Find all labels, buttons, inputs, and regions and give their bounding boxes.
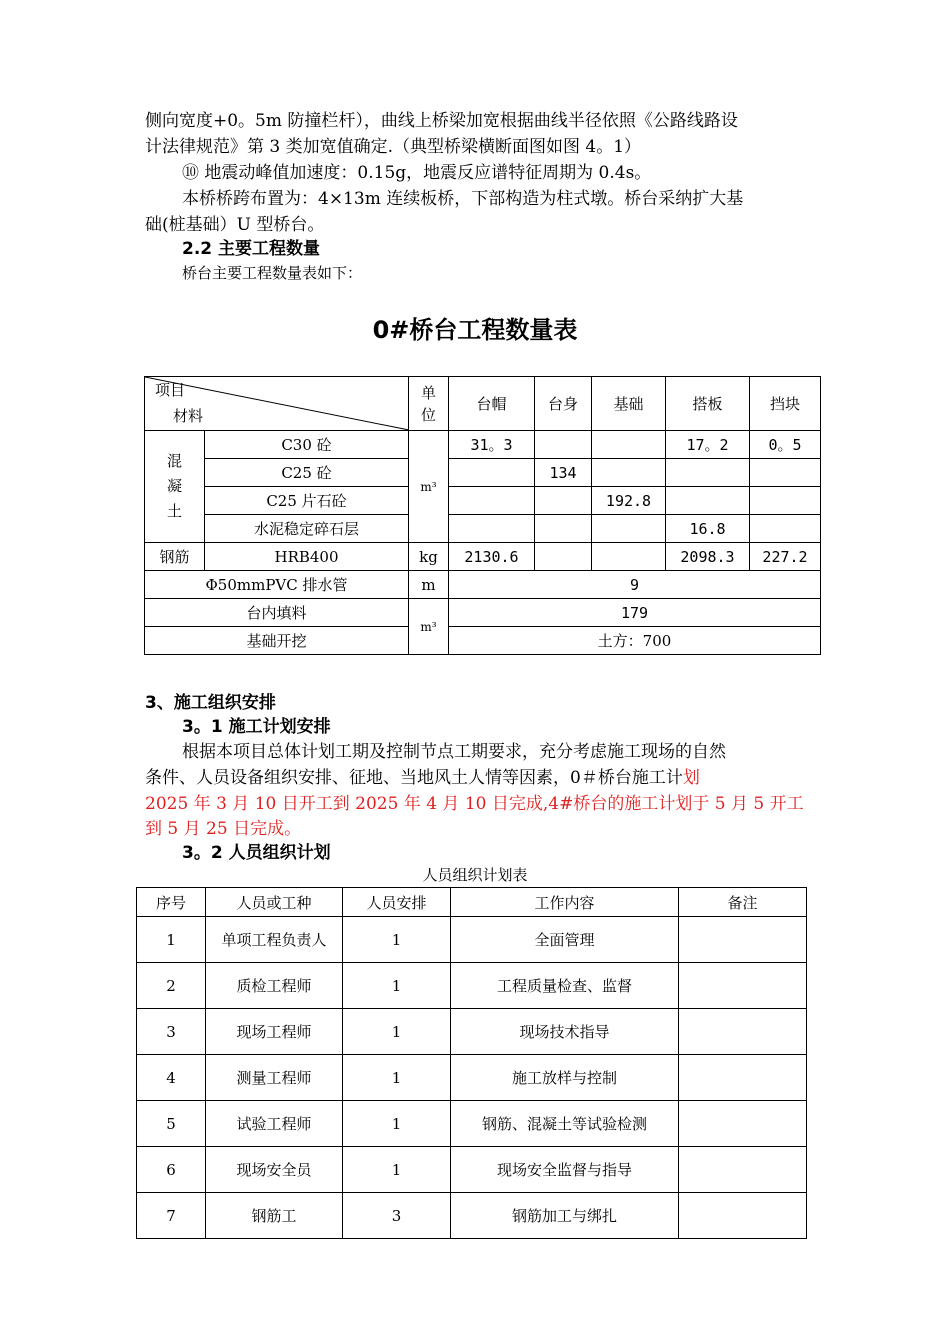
value-cell — [535, 431, 592, 459]
row-number: 6 — [137, 1147, 206, 1193]
diagonal-header-cell — [145, 377, 409, 431]
row-note — [679, 917, 807, 963]
unit-header: 单位 — [409, 377, 449, 431]
value-cell — [592, 543, 666, 571]
row-work: 现场技术指导 — [451, 1009, 679, 1055]
value-cell: 17。2 — [666, 431, 750, 459]
value-cell — [449, 459, 535, 487]
header-cell: 人员安排 — [343, 888, 451, 917]
value-cell — [592, 515, 666, 543]
group-concrete: 混凝土 — [145, 431, 205, 543]
material-name: C30 砼 — [205, 431, 409, 459]
personnel-table — [136, 887, 807, 1239]
row-number: 7 — [137, 1193, 206, 1239]
col-header: 基础 — [592, 377, 666, 431]
row-count: 1 — [343, 1147, 451, 1193]
material-name: C25 砼 — [205, 459, 409, 487]
row-number: 1 — [137, 917, 206, 963]
row-role: 质检工程师 — [206, 963, 343, 1009]
row-work: 全面管理 — [451, 917, 679, 963]
value-cell — [666, 459, 750, 487]
value-cell — [750, 487, 821, 515]
quantity-table — [144, 376, 821, 655]
para-line-2: 条件、人员设备组织安排、征地、当地风土人情等因素，0＃桥台施工计划 — [145, 768, 700, 788]
para-line-3: 2025 年 3 月 10 日开工到 2025 年 4 月 10 日完成,4#桥台的施工计划于 5 月 5 开工 — [145, 794, 804, 814]
section-heading-3-1: 3。1 施工计划安排 — [182, 717, 331, 737]
row-work: 工程质量检查、监督 — [451, 963, 679, 1009]
table-row — [137, 963, 807, 1009]
col-header: 台身 — [535, 377, 592, 431]
table-row — [137, 1009, 807, 1055]
intro-line-2: 计法律规范》第 3 类加宽值确定.（典型桥梁横断面图如图 4。1） — [145, 137, 642, 157]
value-cell: 土方：700 — [449, 627, 821, 655]
group-steel: 钢筋 — [145, 543, 205, 571]
intro-line-1: 侧向宽度+0。5m 防撞栏杆），曲线上桥梁加宽根据曲线半径依照《公路线路设 — [145, 111, 738, 131]
section-heading-3-2: 3。2 人员组织计划 — [182, 843, 331, 863]
value-cell — [592, 431, 666, 459]
header-cell: 工作内容 — [451, 888, 679, 917]
value-cell: 134 — [535, 459, 592, 487]
para-line-1: 根据本项目总体计划工期及控制节点工期要求，充分考虑施工现场的自然 — [182, 742, 726, 762]
diag-header-material: 材料 — [173, 407, 204, 425]
intro-line-4: 本桥桥跨布置为：4×13m 连续板桥，下部构造为柱式墩。桥台采纳扩大基 — [182, 189, 744, 209]
row-work: 现场安全监督与指导 — [451, 1147, 679, 1193]
col-header: 挡块 — [750, 377, 821, 431]
row-count: 1 — [343, 1101, 451, 1147]
personnel-table-caption: 人员组织计划表 — [422, 866, 528, 884]
header-cell: 人员或工种 — [206, 888, 343, 917]
row-count: 1 — [343, 917, 451, 963]
row-role: 钢筋工 — [206, 1193, 343, 1239]
row-role: 现场安全员 — [206, 1147, 343, 1193]
col-header: 台帽 — [449, 377, 535, 431]
table-row — [137, 917, 807, 963]
value-cell — [750, 459, 821, 487]
quantity-table-title: 0#桥台工程数量表 — [372, 316, 578, 344]
material-name: 台内填料 — [145, 599, 409, 627]
value-cell — [592, 459, 666, 487]
row-role: 单项工程负责人 — [206, 917, 343, 963]
row-number: 5 — [137, 1101, 206, 1147]
row-note — [679, 1193, 807, 1239]
para-red-text: 划 — [682, 768, 700, 788]
material-name: 水泥稳定碎石层 — [205, 515, 409, 543]
value-cell — [449, 487, 535, 515]
unit-cell: m³ — [409, 431, 449, 543]
intro-line-5: 础(桩基础）U 型桥台。 — [145, 215, 325, 235]
row-count: 1 — [343, 1009, 451, 1055]
value-cell: 16.8 — [666, 515, 750, 543]
para-line-4: 到 5 月 25 日完成。 — [145, 819, 302, 839]
section-heading-2-2: 2.2 主要工程数量 — [182, 239, 321, 259]
row-work: 钢筋加工与绑扎 — [451, 1193, 679, 1239]
header-cell: 序号 — [137, 888, 206, 917]
row-count: 1 — [343, 1055, 451, 1101]
col-header: 搭板 — [666, 377, 750, 431]
header-cell: 备注 — [679, 888, 807, 917]
value-cell — [449, 515, 535, 543]
table-row — [137, 1055, 807, 1101]
value-cell: 9 — [449, 571, 821, 599]
row-note — [679, 963, 807, 1009]
table-row — [137, 1193, 807, 1239]
value-cell — [666, 487, 750, 515]
row-number: 3 — [137, 1009, 206, 1055]
value-cell: 31。3 — [449, 431, 535, 459]
table-row — [137, 1147, 807, 1193]
value-cell: 2130.6 — [449, 543, 535, 571]
table-row — [137, 1101, 807, 1147]
row-role: 测量工程师 — [206, 1055, 343, 1101]
value-cell: 179 — [449, 599, 821, 627]
material-name: C25 片石砼 — [205, 487, 409, 515]
section-heading-3: 3、施工组织安排 — [145, 693, 276, 713]
row-work: 钢筋、混凝土等试验检测 — [451, 1101, 679, 1147]
row-note — [679, 1147, 807, 1193]
value-cell — [535, 487, 592, 515]
row-number: 4 — [137, 1055, 206, 1101]
diag-header-item: 项目 — [155, 381, 186, 399]
material-name: HRB400 — [205, 543, 409, 571]
unit-cell: kg — [409, 543, 449, 571]
row-note — [679, 1009, 807, 1055]
value-cell — [535, 515, 592, 543]
value-cell: 2098.3 — [666, 543, 750, 571]
row-count: 1 — [343, 963, 451, 1009]
row-role: 试验工程师 — [206, 1101, 343, 1147]
value-cell: 0。5 — [750, 431, 821, 459]
value-cell: 192.8 — [592, 487, 666, 515]
value-cell: 227.2 — [750, 543, 821, 571]
row-role: 现场工程师 — [206, 1009, 343, 1055]
material-name: Φ50mmPVC 排水管 — [145, 571, 409, 599]
value-cell — [535, 543, 592, 571]
intro-line-6: 桥台主要工程数量表如下： — [182, 264, 363, 282]
row-count: 3 — [343, 1193, 451, 1239]
row-note — [679, 1101, 807, 1147]
intro-line-3: ⑩ 地震动峰值加速度：0.15g，地震反应谱特征周期为 0.4s。 — [182, 163, 652, 183]
row-note — [679, 1055, 807, 1101]
unit-cell: m — [409, 571, 449, 599]
row-number: 2 — [137, 963, 206, 1009]
value-cell — [750, 515, 821, 543]
material-name: 基础开挖 — [145, 627, 409, 655]
unit-cell: m³ — [409, 599, 449, 655]
row-work: 施工放样与控制 — [451, 1055, 679, 1101]
